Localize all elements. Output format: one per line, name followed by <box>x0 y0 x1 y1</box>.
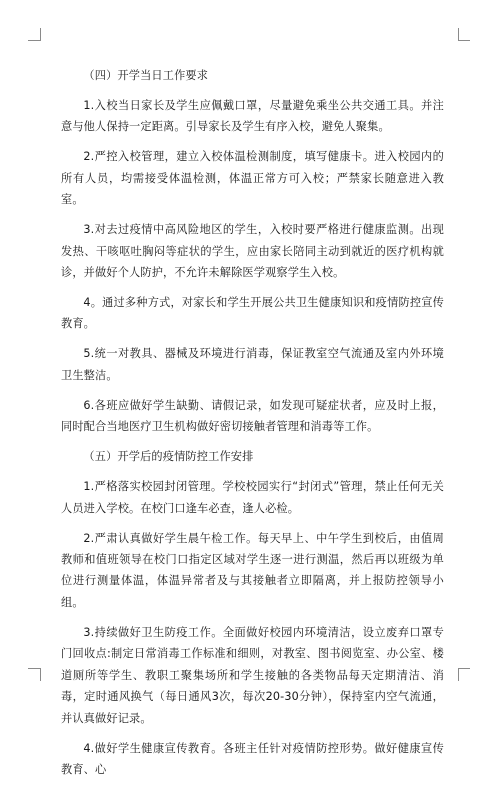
crop-mark-bottom-left-h <box>28 668 40 669</box>
paragraph-health-education: 4。通过多种方式，对家长和学生开展公共卫生健康知识和疫情防控宣传教育。 <box>61 296 444 331</box>
paragraph-risk-area-students: 3.对去过疫情中高风险地区的学生，入校时要严格进行健康监测。出现发热、干咳呕吐胸闷等症状的学生，应由家长陪同主动到就近的医疗机构就诊，并做好个人防护，不允许未解除医学观察学生入校。 <box>61 223 444 280</box>
crop-mark-top-left-v <box>40 28 41 41</box>
paragraph-absence-records: 6.各班应做好学生缺勤、请假记录，如发现可疑症状者，应及时上报，同时配合当地医疗卫生机构做好密切接触者管理和消毒等工作。 <box>61 398 444 434</box>
paragraph-morning-checks: 2.严肃认真做好学生晨午检工作。每天早上、中午学生到校后，由值周教师和值班领导在校门口指定区域对学生逐一进行测温，然后再以班级为单位进行测量体温，体温异常者及与其接触者立即隔离，并上报防控领导小组。 <box>61 531 444 609</box>
crop-mark-top-right-h <box>458 40 470 41</box>
paragraph-closed-management: 1.严格落实校园封闭管理。学校校园实行“封闭式”管理，禁止任何无关人员进入学校。在校门口逢车必查，逢人必检。 <box>61 480 444 515</box>
crop-mark-bottom-right-v <box>458 668 459 681</box>
paragraph-disinfection: 5.统一对教具、器械及环境进行消毒，保证教室空气流通及室内外环境卫生整洁。 <box>61 347 444 382</box>
paragraph-entry-control: 2.严控入校管理，建立入校体温检测制度，填写健康卡。进入校园内的所有人员，均需接受体温检测，体温正常方可入校；严禁家长随意进入教室。 <box>61 150 444 207</box>
paragraph-health-publicity: 4.做好学生健康宣传教育。各班主任针对疫情防控形势。做好健康宣传教育、心 <box>61 741 444 776</box>
crop-mark-bottom-right-h <box>458 668 470 669</box>
crop-mark-top-right-v <box>458 28 459 41</box>
crop-mark-bottom-left-v <box>40 668 41 681</box>
paragraph-hygiene-work: 3.持续做好卫生防疫工作。全面做好校园内环境清洁，设立废弃口罩专门回收点:制定日常消毒工作标准和细则，对教室、图书阅览室、办公室、楼道厕所等学生、教职工聚集场所和学生接触的各类物品每天定期清洁、消毒，定时通风换气（每日通风3次，每次20-30分钟），保持室内空气流通，并认真做好记录。 <box>61 625 444 725</box>
section-heading-opening-day: （四）开学当日工作要求 <box>83 69 209 82</box>
section-heading-after-opening: （五）开学后的疫情防控工作安排 <box>83 450 254 464</box>
crop-mark-top-left-h <box>28 40 40 41</box>
document-body <box>61 65 444 789</box>
paragraph-entry-masks: 1.入校当日家长及学生应佩戴口罩，尽量避免乘坐公共交通工具。并注意与他人保持一定距离。引导家长及学生有序入校，避免人聚集。 <box>61 99 444 134</box>
